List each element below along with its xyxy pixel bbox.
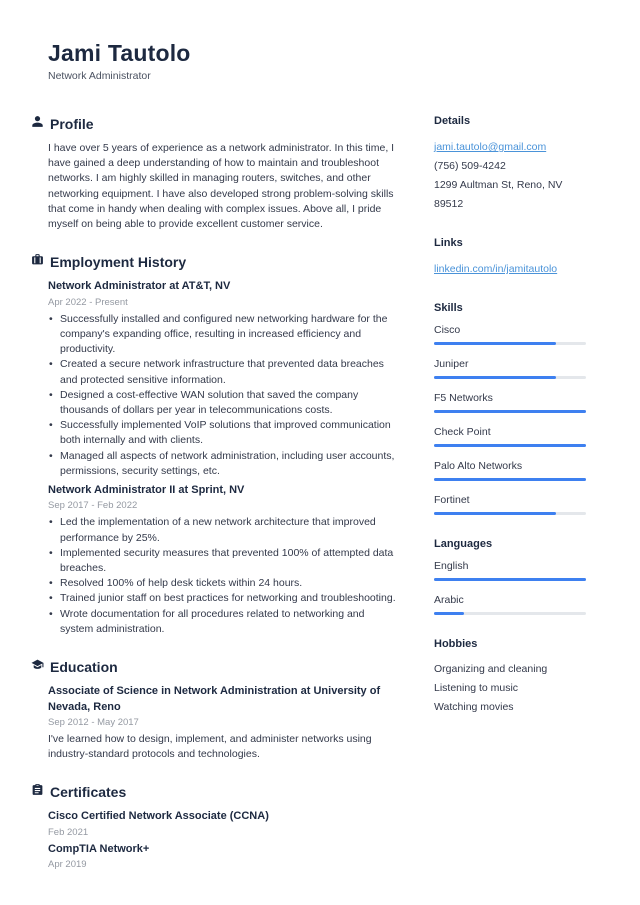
certificates-heading-row [31,783,400,801]
language-item [434,560,586,581]
linkedin-link[interactable]: linkedin.com/in/jamitautolo [434,263,558,275]
hobby-item: Listening to music [434,682,519,694]
job-title: Network Administrator at AT&T, NV [48,280,231,293]
hobbies-heading: Hobbies [434,638,478,650]
sidebar-details [434,115,586,214]
section-certificates [48,783,400,870]
employment-heading: Employment History [50,254,187,271]
skill-bar [434,410,586,413]
language-item [434,594,586,615]
skill-bar-fill [434,478,586,481]
skill-bar-fill [434,444,586,447]
language-bar [434,612,586,615]
left-column [31,115,400,891]
graduation-cap-icon [31,658,44,676]
skill-name: Palo Alto Networks [434,460,523,472]
education-period: Sep 2012 - May 2017 [48,717,139,729]
skill-item [434,494,586,515]
job-entry [48,279,400,479]
degree-title: Associate of Science in Network Administration at University of Nevada, Reno [48,685,381,713]
sidebar-hobbies [434,638,586,717]
skill-item [434,392,586,413]
section-profile [48,115,400,232]
section-employment [48,253,400,637]
certificate-icon [31,783,44,801]
job-bullet-list [48,312,400,479]
skill-item [434,460,586,481]
job-bullet: • Managed all aspects of network administration, including user accounts, permissions, security settings, etc. [48,449,400,479]
job-bullet: • Successfully installed and configured new networking hardware for the company's expanding office, resulting in increased efficiency and productivity. [48,312,400,358]
skill-name: Check Point [434,426,491,438]
skill-bar-fill [434,342,556,345]
right-column [434,115,586,891]
job-bullet: • Designed a cost-effective WAN solution that saved the company thousands of dollars per year in telecommunications costs. [48,388,400,418]
skill-name: Cisco [434,324,461,336]
job-bullet: • Wrote documentation for all procedures related to networking and system administration. [48,607,400,637]
candidate-job-title: Network Administrator [48,70,151,82]
sidebar-skills [434,302,586,515]
job-period: Apr 2022 - Present [48,296,128,308]
skill-item [434,324,586,345]
skill-bar [434,376,586,379]
profile-heading: Profile [50,116,94,132]
skill-item [434,426,586,447]
section-education [48,658,400,762]
certificate-title: CompTIA Network+ [48,842,150,855]
job-bullet: • Resolved 100% of help desk tickets within 24 hours. [48,576,400,591]
briefcase-icon [31,253,44,271]
skill-bar [434,342,586,345]
certificate-entry [48,842,400,871]
resume-body [0,115,640,891]
hobby-item: Watching movies [434,701,514,713]
job-bullet: • Trained junior staff on best practices for networking and troubleshooting. [48,591,400,606]
job-bullet: • Led the implementation of a new network architecture that improved performance by 25%. [48,515,400,545]
job-entry [48,483,400,637]
employment-heading-row [31,253,400,271]
education-description: I've learned how to design, implement, and administer networks using industry-standard protocols and technologies. [48,733,372,761]
language-bar-fill [434,612,464,615]
job-period: Sep 2017 - Feb 2022 [48,500,138,512]
job-title: Network Administrator II at Sprint, NV [48,483,245,496]
education-heading-row [31,658,400,676]
links-heading: Links [434,237,463,249]
languages-heading: Languages [434,538,493,550]
hobby-item: Organizing and cleaning [434,663,548,675]
job-bullet: • Successfully implemented VoIP solutions that improved communication both internally and with clients. [48,418,400,448]
skill-bar-fill [434,376,556,379]
certificate-entry [48,809,400,838]
details-heading: Details [434,115,471,127]
education-heading: Education [50,659,118,676]
phone-number: (756) 509-4242 [434,160,506,172]
resume-header [0,0,640,82]
language-name: Arabic [434,594,464,606]
skill-bar [434,478,586,481]
email-link[interactable]: jami.tautolo@gmail.com [434,141,547,153]
skill-bar-fill [434,410,586,413]
skills-heading: Skills [434,302,463,314]
language-bar [434,578,586,581]
skill-name: Fortinet [434,494,470,506]
language-name: English [434,560,469,572]
skill-name: F5 Networks [434,392,493,404]
certificate-title: Cisco Certified Network Associate (CCNA) [48,810,269,823]
skill-bar-fill [434,512,556,515]
profile-text: I have over 5 years of experience as a network administrator. In this time, I have gained a deep understanding of how to maintain and troubleshoot networks. I am highly skilled in managing routers, switches, and other networking equipment. I have also developed strong problem-solving skills that come in handy when dealing with complex issues. Above all, I pride myself on being able to provide excellent customer service. [48,142,395,231]
certificate-period: Feb 2021 [48,826,89,838]
language-bar-fill [434,578,586,581]
job-bullet-list [48,515,400,637]
sidebar-languages [434,538,586,615]
candidate-name: Jami Tautolo [48,40,191,66]
skill-bar [434,512,586,515]
skill-name: Juniper [434,358,469,370]
certificates-heading: Certificates [50,784,127,801]
certificate-period: Apr 2019 [48,859,87,871]
skill-bar [434,444,586,447]
person-icon [31,115,44,133]
job-bullet: • Implemented security measures that prevented 100% of attempted data breaches. [48,546,400,576]
skill-item [434,358,586,379]
job-bullet: • Created a secure network infrastructure that prevented data breaches and protected sensitive information. [48,357,400,387]
sidebar-links [434,237,586,279]
profile-heading-row [31,115,400,133]
address: 1299 Aultman St, Reno, NV 89512 [434,179,563,210]
